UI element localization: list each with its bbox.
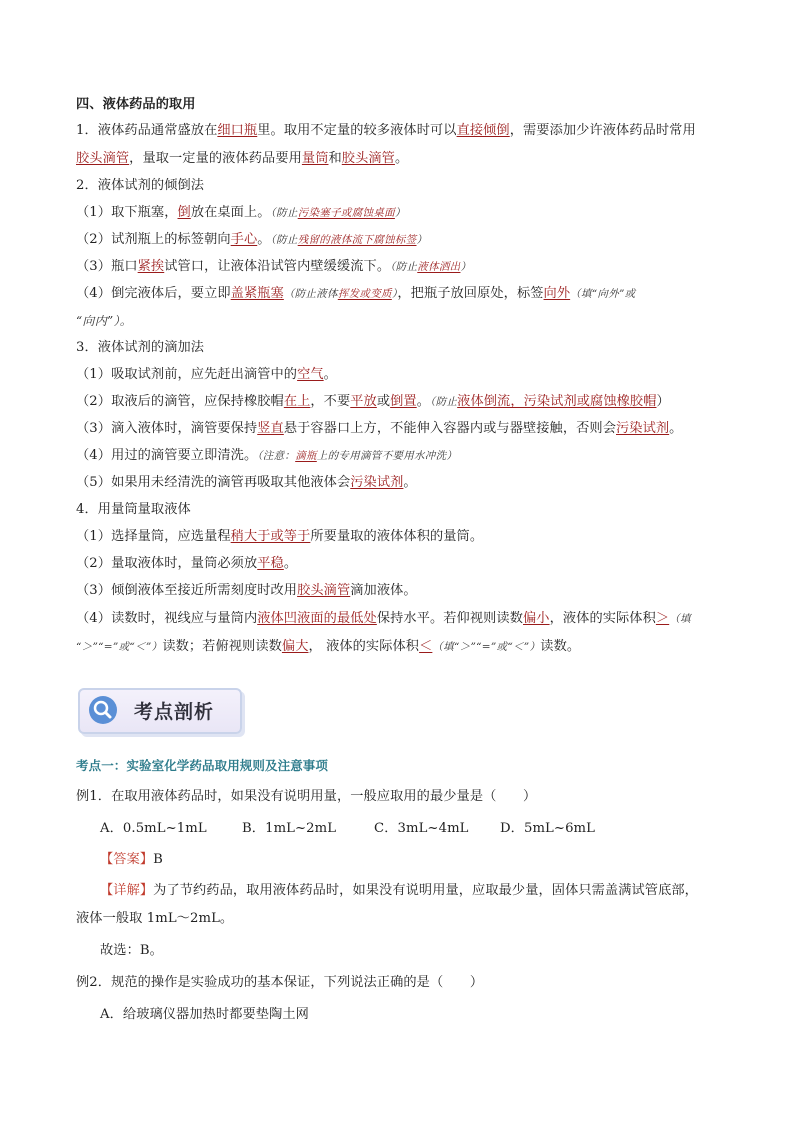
pour-step-3 bbox=[76, 258, 726, 276]
example-1-detail-line-1 bbox=[100, 882, 750, 900]
answer-blank: 量筒 bbox=[301, 151, 329, 166]
answer-blank: 平稳 bbox=[257, 556, 284, 571]
measure-step-1 bbox=[76, 528, 726, 546]
topic-title: 考点一：实验室化学药品取用规则及注意事项 bbox=[76, 758, 329, 773]
option-a: A．0.5mL~1mL bbox=[100, 821, 207, 836]
note-text: （填“＞”“=”或“＜”） bbox=[432, 641, 541, 653]
note-text: （防止 bbox=[270, 234, 298, 246]
answer-blank: 紧挨 bbox=[137, 259, 165, 274]
magnifier-icon bbox=[88, 695, 118, 725]
text: 试管口，让液体沿试管内壁缓缓流下。 bbox=[164, 259, 391, 274]
text: ，不要 bbox=[310, 394, 351, 409]
answer-blank: 手心 bbox=[230, 232, 258, 247]
measure-step-4-line-2 bbox=[76, 638, 726, 656]
answer-blank: ＜ bbox=[419, 639, 433, 654]
text: ，液体的实际体积 bbox=[549, 611, 656, 626]
note-answer: 污染塞子或腐蚀桌面 bbox=[297, 207, 395, 219]
text: （2）取液后的滴管，应保持橡胶帽 bbox=[76, 394, 284, 409]
text: 保持水平。若仰视则读数 bbox=[376, 611, 523, 626]
note-text: ） bbox=[416, 234, 428, 246]
example-1-options bbox=[100, 820, 750, 838]
text: （3）滴入液体时，滴管要保持 bbox=[76, 421, 258, 436]
example-1-detail-line-2: 液体一般取 1mL～2mL。 bbox=[76, 911, 234, 926]
note-text: （填 bbox=[669, 613, 691, 625]
text: 。 bbox=[323, 367, 337, 382]
pour-step-1 bbox=[76, 204, 726, 222]
detail-text: 为了节约药品，取用液体药品时，如果没有说明用量，应取最少量，固体只需盖满试管底部， bbox=[153, 883, 698, 898]
text: 。 bbox=[416, 394, 431, 409]
answer-blank: 倒置 bbox=[390, 394, 417, 409]
note-text: “＞”“=”或“＜”） bbox=[76, 641, 163, 653]
text: 放在桌面上。 bbox=[190, 205, 271, 220]
answer-blank: 胶头滴管 bbox=[297, 583, 351, 598]
note-text: （防止液体 bbox=[283, 288, 338, 300]
example-2-stem: 例2．规范的操作是实验成功的基本保证，下列说法正确的是（ ） bbox=[76, 975, 484, 990]
note-text: （注意： bbox=[257, 450, 296, 462]
answer-blank: 细口瓶 bbox=[217, 123, 258, 138]
text: ，量取一定量的液体药品要用 bbox=[129, 151, 302, 166]
drop-step-1 bbox=[76, 366, 726, 384]
option-d: D．5mL~6mL bbox=[500, 821, 596, 836]
measure-step-2 bbox=[76, 555, 726, 573]
answer-blank: 胶头滴管 bbox=[341, 151, 395, 166]
note-text: （填“向外”或 bbox=[570, 288, 636, 300]
answer-blank: 污染试剂 bbox=[616, 421, 670, 436]
text: 读数。 bbox=[540, 639, 581, 654]
text: （4）倒完液体后，要立即 bbox=[76, 286, 231, 301]
pour-step-4-line-2 bbox=[76, 312, 726, 331]
paragraph-1-line-2 bbox=[76, 150, 726, 168]
option-c: C．3mL~4mL bbox=[374, 821, 469, 836]
note-text: “向内”）。 bbox=[76, 314, 133, 328]
example-1-answer bbox=[100, 851, 750, 869]
text: （1）选择量筒，应选量程 bbox=[76, 529, 231, 544]
section-title: 四、液体药品的取用 bbox=[76, 97, 196, 112]
note-text: ） bbox=[391, 288, 398, 300]
answer-blank: 直接倾倒 bbox=[456, 123, 510, 138]
answer-blank: 污染试剂 bbox=[350, 475, 404, 490]
drop-step-5 bbox=[76, 474, 726, 492]
note-answer: 液体洒出 bbox=[417, 261, 461, 273]
measure-step-4-line-1 bbox=[76, 610, 726, 628]
text: 或 bbox=[376, 394, 391, 409]
text: 读数；若俯视则读数 bbox=[162, 639, 282, 654]
drop-step-3 bbox=[76, 420, 726, 438]
subsection-title: 2．液体试剂的倾倒法 bbox=[76, 178, 205, 193]
text: 。 bbox=[257, 232, 271, 247]
note-text: （防止 bbox=[270, 207, 298, 219]
note-answer: 滴瓶 bbox=[295, 450, 317, 462]
text: 滴加液体。 bbox=[350, 583, 417, 598]
measure-step-3 bbox=[76, 582, 726, 600]
text: （4）用过的滴管要立即清洗。 bbox=[76, 448, 258, 463]
answer-blank: 空气 bbox=[297, 367, 324, 382]
note-answer: 残留的液体流下腐蚀标签 bbox=[297, 234, 417, 246]
text: 里。取用不定量的较多液体时可以 bbox=[257, 123, 457, 138]
option-b: B．1mL~2mL bbox=[242, 821, 337, 836]
text: （3）瓶口 bbox=[76, 259, 138, 274]
note-text: 上的专用滴管不要用水冲洗） bbox=[316, 450, 458, 462]
text: ，把瓶子放回原处，标签 bbox=[397, 286, 544, 301]
answer-blank: 向外 bbox=[543, 286, 571, 301]
example-1-choice: 故选：B。 bbox=[100, 943, 163, 958]
text: 。 bbox=[283, 556, 298, 571]
example-1-stem: 例1．在取用液体药品时，如果没有说明用量，一般应取用的最少量是（ ） bbox=[76, 789, 537, 804]
drop-step-2 bbox=[76, 393, 726, 411]
banner-title: 考点剖析 bbox=[134, 701, 215, 723]
paragraph-1-line-1 bbox=[76, 122, 726, 140]
text: （1）吸取试剂前，应先赶出滴管中的 bbox=[76, 367, 298, 382]
drop-step-4 bbox=[76, 447, 726, 465]
text: ） bbox=[656, 394, 670, 409]
text: （2）试剂瓶上的标签朝向 bbox=[76, 232, 231, 247]
text: （1）取下瓶塞， bbox=[76, 205, 178, 220]
text: 1．液体药品通常盛放在 bbox=[76, 123, 218, 138]
note-text: ） bbox=[460, 261, 472, 273]
note-text: （防止 bbox=[390, 261, 418, 273]
answer-blank: 倒 bbox=[177, 205, 191, 220]
answer-blank: 液体凹液面的最低处 bbox=[257, 611, 377, 626]
note-text: ） bbox=[394, 207, 406, 219]
text: ， 液体的实际体积 bbox=[308, 639, 420, 654]
text: （4）读数时，视线应与量筒内 bbox=[76, 611, 258, 626]
text: （2）量取液体时，量筒必须放 bbox=[76, 556, 258, 571]
text: 。 bbox=[403, 475, 417, 490]
answer-blank: 偏大 bbox=[281, 639, 309, 654]
detail-label: 【详解】 bbox=[100, 883, 154, 898]
subsection-title: 4．用量筒量取液体 bbox=[76, 502, 191, 517]
section-banner bbox=[78, 688, 244, 736]
text: 悬于容器口上方，不能伸入容器内或与器壁接触，否则会 bbox=[283, 421, 616, 436]
text: （5）如果用未经清洗的滴管再吸取其他液体会 bbox=[76, 475, 351, 490]
answer-value: B bbox=[153, 852, 163, 867]
text: 所要量取的液体体积的量筒。 bbox=[310, 529, 484, 544]
answer-blank: ＞ bbox=[655, 611, 670, 626]
answer-blank: 平放 bbox=[350, 394, 377, 409]
answer-label: 【答案】 bbox=[100, 852, 154, 867]
subsection-title: 3．液体试剂的滴加法 bbox=[76, 340, 205, 355]
note-text: （防止 bbox=[430, 396, 458, 408]
answer-blank: 竖直 bbox=[257, 421, 284, 436]
text: 。 bbox=[394, 151, 409, 166]
pour-step-2 bbox=[76, 231, 726, 249]
pour-step-4-line-1 bbox=[76, 285, 726, 303]
text: （3）倾倒液体至接近所需刻度时改用 bbox=[76, 583, 298, 598]
text: ，需要添加少许液体药品时常用 bbox=[509, 123, 696, 138]
example-2-option-a: A．给玻璃仪器加热时都要垫陶土网 bbox=[100, 1007, 309, 1022]
answer-blank: 液体倒流，污染试剂或腐蚀橡胶帽 bbox=[457, 394, 657, 409]
answer-blank: 胶头滴管 bbox=[76, 151, 130, 166]
answer-blank: 盖紧瓶塞 bbox=[230, 286, 284, 301]
answer-blank: 在上 bbox=[283, 394, 311, 409]
text: 和 bbox=[328, 151, 342, 166]
answer-blank: 稍大于或等于 bbox=[230, 529, 311, 544]
answer-blank: 偏小 bbox=[523, 611, 550, 626]
text: 。 bbox=[669, 421, 683, 436]
note-answer: 挥发或变质 bbox=[337, 288, 392, 300]
